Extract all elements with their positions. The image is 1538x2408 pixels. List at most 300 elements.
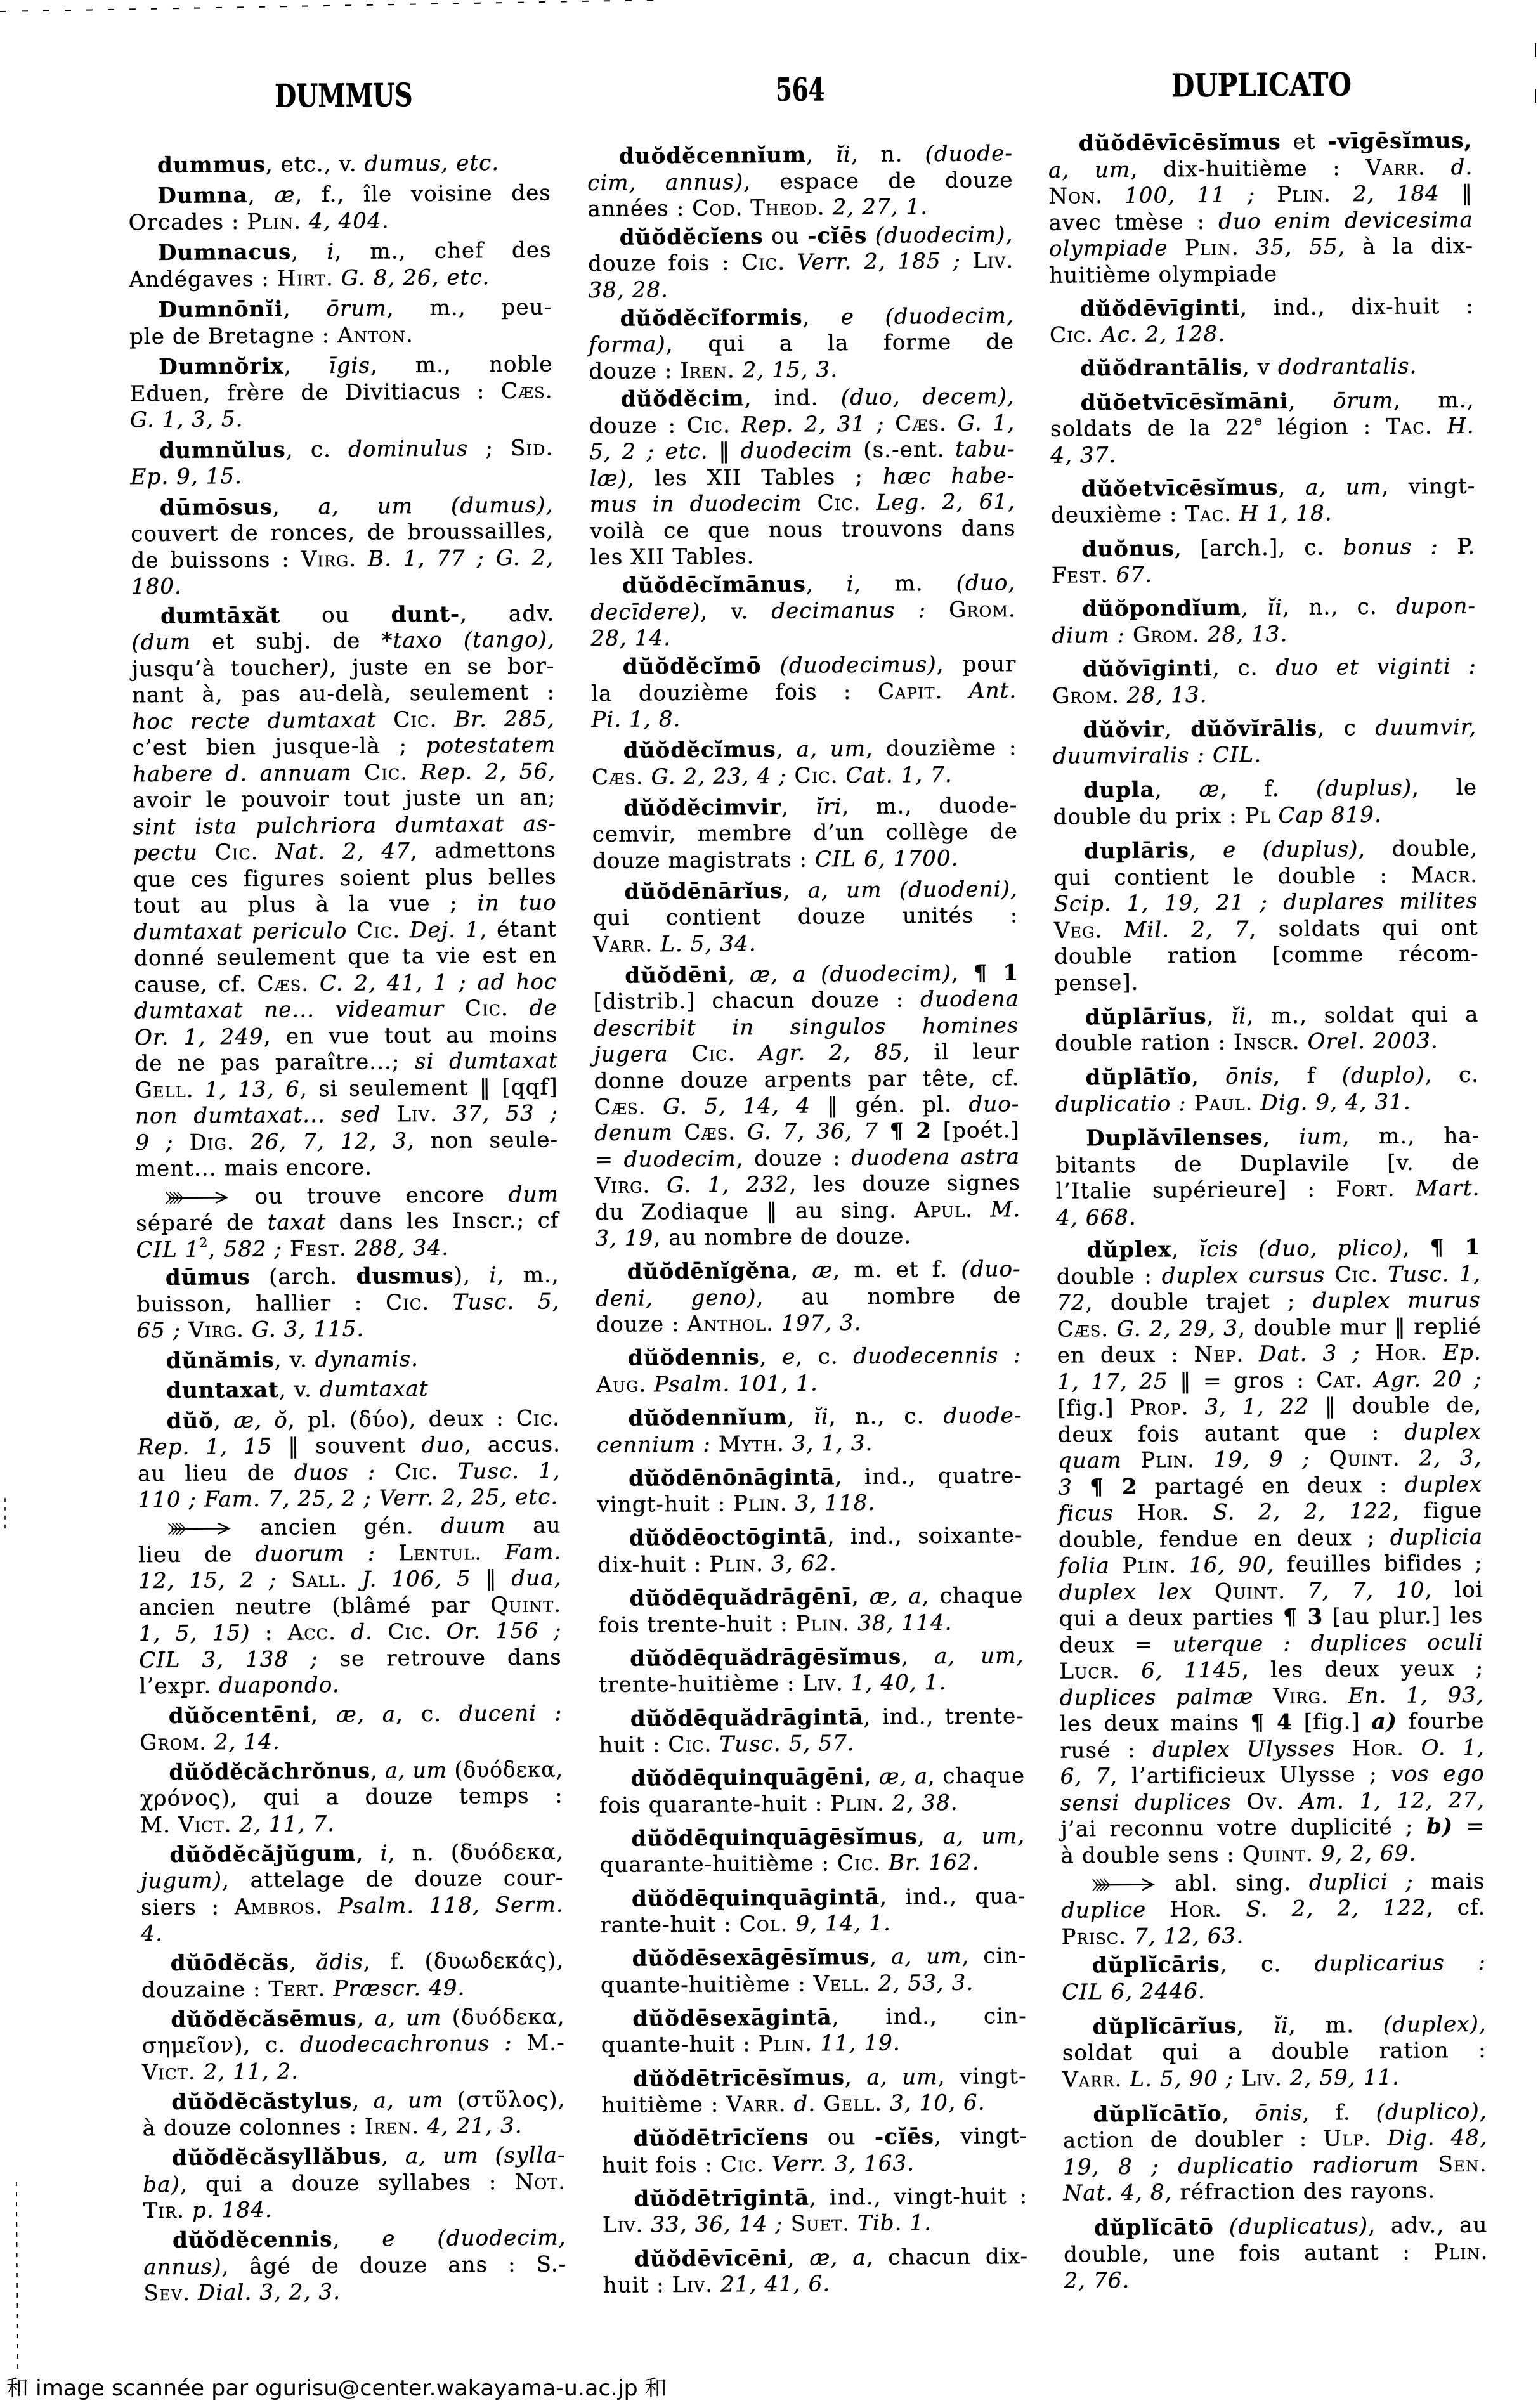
text-run: [764, 1551, 771, 1577]
line-text: [588, 247, 1013, 277]
text-run: =: [1452, 1813, 1485, 1840]
small-caps-citation: Cic.: [794, 762, 838, 789]
bold-text: dunt-: [391, 601, 460, 627]
italic-text: dumtaxat: [319, 1376, 429, 1403]
text-run: [788, 1491, 795, 1516]
line-text: [592, 845, 959, 875]
italic-text: (duo-: [961, 1256, 1021, 1282]
line-text: [600, 1910, 891, 1939]
line-text: [1053, 888, 1478, 918]
line-text: [632, 2003, 1027, 2033]
entry-line: [594, 1012, 1019, 1042]
bold-text: ¶ 1: [973, 960, 1019, 986]
text-run: [1378, 1261, 1388, 1287]
line-text: [1054, 914, 1478, 944]
text-run: ,: [1288, 388, 1333, 414]
line-text: [1052, 621, 1287, 649]
italic-text: CIL 3, 138 ;: [139, 1646, 318, 1673]
entry-line: [1059, 1655, 1483, 1685]
small-caps-citation: Gell.: [823, 2090, 883, 2117]
text-run: donne douze arpents par tête, cf.: [594, 1065, 1020, 1094]
text-run: se retrouve dans: [318, 1644, 562, 1672]
italic-text: duceni :: [459, 1700, 563, 1727]
text-run: , ind., vingt-huit :: [809, 2183, 1028, 2211]
entry-line: [1048, 153, 1473, 183]
text-run: [786, 763, 794, 788]
line-text: [1093, 2098, 1487, 2128]
line-text: [588, 277, 668, 304]
text-run: vingt-huit :: [597, 1491, 734, 1518]
line-text: [598, 1610, 953, 1639]
line-text: [629, 1462, 1022, 1492]
italic-text: ba): [143, 2171, 181, 2197]
line-text: [131, 544, 554, 574]
italic-text: decīdere): [590, 599, 701, 625]
text-run: ,: [870, 1944, 892, 1970]
text-run: , double,: [1358, 835, 1478, 862]
text-run: , chaque: [927, 1763, 1026, 1790]
text-run: Eduen, frère de Divitiacus :: [129, 378, 502, 407]
italic-text: æ: [274, 182, 296, 209]
text-run: [1200, 622, 1208, 648]
line-text: [129, 207, 389, 236]
text-run: [644, 764, 651, 790]
italic-text: potestatem: [426, 732, 556, 758]
text-run: , figue: [1392, 1497, 1483, 1524]
entry-line: [602, 2149, 1027, 2179]
entry-line: [597, 1488, 1022, 1518]
text-run: c’est bien jusque-là ;: [132, 732, 426, 761]
small-caps-citation: Sid.: [511, 435, 554, 461]
entry-line: [590, 489, 1015, 519]
dictionary-entry: [1062, 1949, 1487, 2005]
headword: dŭŏdĕcăjŭgum: [169, 1840, 356, 1868]
line-text: [133, 784, 556, 814]
headword: dŭŏdēni: [625, 962, 728, 989]
entry-line: [629, 1462, 1022, 1492]
line-text: [133, 889, 557, 919]
headword: dŭŏdĕcĭmus: [623, 737, 776, 764]
text-run: [1121, 1448, 1140, 1473]
headword: dŭōdĕcăs: [170, 1949, 290, 1976]
entry-line: [142, 2029, 565, 2059]
entry-line: [1061, 1920, 1485, 1950]
text-run: , f.: [1302, 2099, 1376, 2126]
line-text: [130, 406, 244, 433]
text-run: [244, 1317, 252, 1343]
italic-text: G. 7, 36, 7: [746, 1119, 879, 1145]
text-run: , n., c.: [828, 1403, 944, 1430]
italic-text: G. 1,: [957, 410, 1015, 436]
text-run: [816, 2091, 823, 2116]
entry-line: [129, 263, 552, 293]
text-run: douze fois :: [588, 250, 742, 277]
headword: duŏdĕcennĭum: [618, 142, 807, 169]
text-run: [348, 1567, 362, 1592]
entry-line: [1079, 127, 1473, 157]
text-run: , m., noble: [370, 351, 553, 379]
italic-text: dumtaxat ne... videamur: [134, 996, 445, 1024]
bold-text: -cĭēs: [807, 223, 868, 249]
text-run: ,: [759, 1344, 783, 1370]
entry-line: [595, 1196, 1020, 1226]
text-run: lieu de: [138, 1541, 256, 1568]
small-caps-citation: Fest.: [1051, 563, 1109, 589]
line-text: [628, 1342, 1022, 1372]
text-run: ,: [1237, 2012, 1274, 2039]
entry-line: [169, 1839, 563, 1868]
line-text: [1062, 2037, 1487, 2067]
usage-note: [1061, 1868, 1486, 1950]
dictionary-entry: [593, 960, 1020, 1252]
italic-text: ōrum: [1333, 387, 1394, 414]
text-run: , ind., soixante-: [827, 1523, 1023, 1550]
entry-line: [623, 792, 1017, 822]
line-text: [1051, 500, 1333, 529]
text-run: double, fendue en deux ;: [1058, 1525, 1391, 1553]
text-run: [1284, 1788, 1300, 1814]
small-caps-citation: Cic.: [691, 1041, 736, 1067]
italic-text: 582 ;: [223, 1236, 283, 1262]
entry-line: [621, 384, 1015, 413]
bold-text: dŭŏvĭrālis: [1190, 715, 1318, 742]
small-caps-citation: Cic.: [388, 1618, 432, 1645]
italic-text: 2, 59, 11.: [1289, 2064, 1400, 2091]
italic-text: 1, 17, 25: [1057, 1368, 1168, 1395]
italic-text: 4, 404.: [308, 208, 389, 235]
italic-text: duplice: [1061, 1897, 1147, 1923]
text-run: [1189, 1395, 1204, 1420]
entry-line: [142, 2056, 565, 2086]
line-text: [1057, 1365, 1482, 1395]
italic-text: duplex: [1404, 1419, 1482, 1445]
text-run: , c.: [1212, 655, 1276, 681]
text-run: [736, 1120, 747, 1145]
line-text: [134, 968, 557, 998]
italic-text: i: [380, 1840, 388, 1866]
line-text: [1058, 1445, 1482, 1474]
italic-text: a, um: [373, 2087, 444, 2114]
entry-line: [169, 1756, 563, 1786]
italic-text: folia: [1059, 1553, 1110, 1579]
italic-text: duplicatio :: [1055, 1090, 1187, 1117]
italic-text: 35, 55: [1256, 234, 1338, 261]
italic-text: duplex murus: [1312, 1287, 1481, 1314]
italic-text: describit in singulos homines: [593, 1012, 1019, 1041]
small-caps-citation: Grom.: [140, 1729, 207, 1755]
small-caps-citation: Capit.: [877, 678, 943, 705]
italic-text: 2, 53, 3.: [878, 1970, 974, 1996]
line-text: [171, 1947, 564, 1977]
dictionary-entry: [596, 1342, 1022, 1398]
text-run: la douzième fois :: [590, 679, 878, 706]
italic-text: 1, 40, 1.: [850, 1670, 947, 1696]
text-run: ‖ gén. pl.: [810, 1091, 969, 1119]
italic-text: duplicarius :: [1314, 1949, 1487, 1977]
line-text: [1048, 153, 1473, 183]
line-text: [631, 1823, 1025, 1852]
italic-text: 2, 15, 3.: [742, 356, 838, 383]
line-text: [591, 677, 1017, 707]
italic-text: Psalm. 118, Serm.: [337, 1891, 564, 1919]
text-run: ,: [727, 962, 750, 988]
entry-line: [619, 140, 1013, 170]
text-run: [973, 1197, 991, 1222]
italic-text: 2, 76.: [1064, 2267, 1130, 2294]
dictionary-entry: [1064, 2212, 1489, 2294]
text-run: , adv., au: [1368, 2212, 1488, 2239]
entry-line: [134, 1021, 557, 1051]
italic-text: i: [846, 571, 854, 597]
dictionary-entry: [599, 1703, 1025, 1759]
entry-line: [623, 734, 1017, 764]
dictionary-entry: [140, 1700, 563, 1755]
line-text: [141, 1865, 564, 1894]
text-run: [1126, 1924, 1134, 1949]
italic-text: Tusc. 5, 57.: [719, 1731, 855, 1757]
entry-line: [1080, 353, 1474, 382]
entry-line: [587, 167, 1013, 197]
text-run: , attelage de douze cour-: [221, 1865, 564, 1894]
entry-line: [1062, 1975, 1486, 2005]
italic-text: Agr. 2, 85: [759, 1039, 904, 1067]
text-run: , ind.: [744, 385, 841, 412]
italic-text: hæc habe-: [882, 463, 1015, 490]
text-run: [1395, 1176, 1416, 1202]
line-text: [621, 384, 1015, 413]
small-caps-citation: Liv.: [972, 248, 1014, 274]
line-text: [158, 237, 552, 267]
line-text: [594, 1038, 1019, 1068]
entry-line: [588, 247, 1013, 277]
line-text: [171, 2003, 565, 2033]
line-text: [133, 810, 556, 840]
text-run: mais: [1413, 1868, 1485, 1895]
small-caps-citation: Plin.: [1140, 1447, 1196, 1473]
text-run: l’expr.: [139, 1673, 219, 1700]
entry-line: [1056, 1175, 1480, 1205]
small-caps-citation: Quint.: [1329, 1445, 1400, 1472]
small-caps-citation: Gell.: [134, 1077, 194, 1103]
small-caps-citation: Fort.: [1336, 1176, 1395, 1202]
small-caps-citation: Liv.: [1241, 2065, 1283, 2092]
italic-text: 16, 90: [1189, 1552, 1267, 1578]
italic-text: non dumtaxat... sed: [134, 1102, 381, 1129]
line-text: [1058, 1471, 1482, 1500]
small-caps-citation: Fest.: [289, 1235, 348, 1262]
line-text: [1050, 442, 1116, 469]
text-run: [646, 1094, 663, 1119]
entry-line: [1057, 1365, 1482, 1395]
line-text: [132, 653, 555, 682]
entry-line: [1050, 319, 1474, 349]
italic-text: 28, 13.: [1207, 621, 1288, 648]
entry-line: [143, 2251, 566, 2281]
text-run: [1363, 1367, 1375, 1393]
text-run: [1438, 534, 1457, 559]
line-text: [139, 1644, 562, 1674]
small-caps-citation: Plin.: [795, 1610, 850, 1637]
entry-line: [1057, 1313, 1481, 1343]
italic-text: 6, 1145: [1141, 1657, 1242, 1684]
entry-line: [134, 968, 557, 998]
headword: dūmus: [165, 1264, 251, 1291]
text-run: huitième olympiade: [1049, 261, 1278, 289]
line-text: [172, 2142, 566, 2171]
small-caps-citation: Hor.: [1375, 1340, 1428, 1366]
entry-line: [625, 960, 1019, 989]
text-run: [381, 1102, 396, 1127]
line-text: [159, 351, 552, 381]
line-text: [159, 294, 552, 324]
entry-line: [134, 916, 557, 946]
text-run: [885, 1790, 892, 1816]
entry-line: [133, 836, 556, 866]
small-caps-citation: Cic.: [1334, 1261, 1379, 1287]
text-run: [poét.]: [931, 1117, 1020, 1144]
text-run: [352, 760, 365, 785]
dictionary-entry: [131, 600, 559, 1182]
line-text: [1057, 1260, 1482, 1290]
dictionary-entry: [1051, 533, 1476, 589]
entry-line: [1060, 1681, 1484, 1711]
text-run: ,: [1278, 474, 1306, 500]
line-text: [1049, 233, 1473, 263]
line-text: [1092, 2010, 1487, 2040]
line-text: [1059, 1603, 1483, 1632]
italic-text: æ, a: [809, 2244, 866, 2271]
text-run: [783, 2211, 791, 2237]
italic-text: decimanus :: [771, 597, 927, 624]
entry-line: [620, 221, 1013, 251]
text-run: [282, 1236, 290, 1261]
entry-line: [132, 653, 555, 682]
bold-text: ¶ 4: [1250, 1709, 1293, 1736]
entry-line: [133, 863, 556, 893]
text-run: [850, 1611, 857, 1636]
text-run: [198, 840, 215, 865]
entry-line: [171, 1947, 564, 1977]
dictionary-entry: [1053, 774, 1478, 830]
italic-text: dynamis.: [315, 1346, 419, 1372]
text-run: [1119, 682, 1127, 708]
text-run: ,: [851, 1584, 870, 1610]
text-run: , réfraction des rayons.: [1164, 2178, 1436, 2206]
entry-line: [594, 1065, 1019, 1095]
headword: dŭŏvīginti: [1082, 655, 1213, 682]
line-text: [596, 1282, 1022, 1312]
text-run: , au nombre de douze.: [653, 1223, 912, 1251]
text-run: et subj. de: [190, 628, 382, 655]
small-caps-citation: M.-: [526, 2030, 565, 2056]
text-run: [438, 1102, 453, 1127]
line-text: [133, 758, 556, 788]
text-run: [1282, 2066, 1290, 2091]
italic-text: M.: [990, 1196, 1021, 1223]
italic-text: 19, 9 ;: [1213, 1446, 1311, 1473]
text-run: , v.: [278, 1377, 320, 1403]
entry-line: [132, 679, 555, 708]
italic-text: S. 2, 2, 122: [1246, 1895, 1426, 1922]
bold-text: ¶ 3: [1282, 1604, 1324, 1630]
italic-text: (duodecimus): [779, 652, 937, 679]
line-text: [591, 706, 681, 733]
line-text: [143, 2112, 523, 2142]
entry-line: [133, 889, 556, 919]
entry-line: [130, 404, 553, 434]
text-run: , vingt-: [934, 2123, 1028, 2150]
text-run: [235, 1129, 251, 1154]
headword: dŭŏdĕcĭformis: [620, 304, 803, 332]
text-run: , n.: [850, 141, 925, 168]
small-caps-citation: P.: [1457, 533, 1476, 559]
running-head-right: DUPLICATO: [1171, 65, 1352, 105]
entry-line: [631, 1823, 1025, 1852]
text-run: ou: [809, 2124, 875, 2151]
text-run: [1125, 623, 1133, 648]
text-run: , accus.: [464, 1431, 561, 1458]
text-run: ,: [1189, 837, 1223, 864]
text-run: , en vue tout au moins: [263, 1021, 558, 1050]
line-text: [1062, 2064, 1400, 2093]
bold-italic-text: a): [1371, 1708, 1398, 1735]
italic-text: dium :: [1052, 622, 1126, 649]
superscript: e: [1254, 413, 1263, 429]
italic-text: Nat. 4, 8: [1063, 2180, 1165, 2206]
text-run: , âgé de douze ans :: [221, 2251, 537, 2279]
entry-line: [594, 986, 1019, 1015]
line-text: [141, 1920, 163, 1947]
text-run: [375, 1459, 394, 1485]
entry-line: [134, 994, 557, 1024]
line-text: [590, 625, 671, 652]
italic-text: 72: [1057, 1290, 1086, 1316]
italic-text: duplex Ulysses: [1152, 1735, 1336, 1763]
line-text: [590, 596, 1016, 626]
text-run: cemvir, membre d’un collège de: [592, 819, 1019, 848]
line-text: [589, 462, 1015, 492]
text-run: [1109, 563, 1116, 588]
italic-text: vos ego: [1391, 1760, 1485, 1787]
italic-text: 3, 62.: [771, 1551, 838, 1577]
entry-line: [166, 1344, 560, 1374]
entry-line: [631, 1762, 1025, 1792]
headword: duntaxat: [166, 1377, 280, 1403]
text-run: [882, 2091, 890, 2116]
entry-line: [157, 180, 551, 210]
text-run: [942, 678, 969, 703]
text-run: [190, 2281, 198, 2306]
small-caps-citation: Veg.: [1053, 917, 1103, 944]
line-text: [1056, 1175, 1480, 1205]
text-run: (s.-ent.: [852, 437, 956, 464]
entry-line: [141, 1865, 564, 1894]
headword: dŭŏdēnōnāgintā: [629, 1464, 835, 1492]
text-run: [509, 996, 530, 1021]
italic-text: duplex cursus: [1161, 1262, 1326, 1289]
line-text: [141, 1891, 564, 1921]
text-run: abl. sing.: [1157, 1870, 1309, 1897]
text-run: ,: [1171, 1237, 1199, 1263]
entry-line: [173, 2224, 566, 2254]
entry-line: [634, 2183, 1027, 2213]
italic-text: 4, 21, 3.: [427, 2112, 523, 2139]
text-run: [1222, 1897, 1246, 1922]
text-run: (στῦλος),: [443, 2086, 566, 2113]
italic-text: duplex: [1404, 1471, 1483, 1498]
small-caps-citation: Plin.: [1277, 181, 1332, 208]
line-text: [623, 734, 1017, 764]
